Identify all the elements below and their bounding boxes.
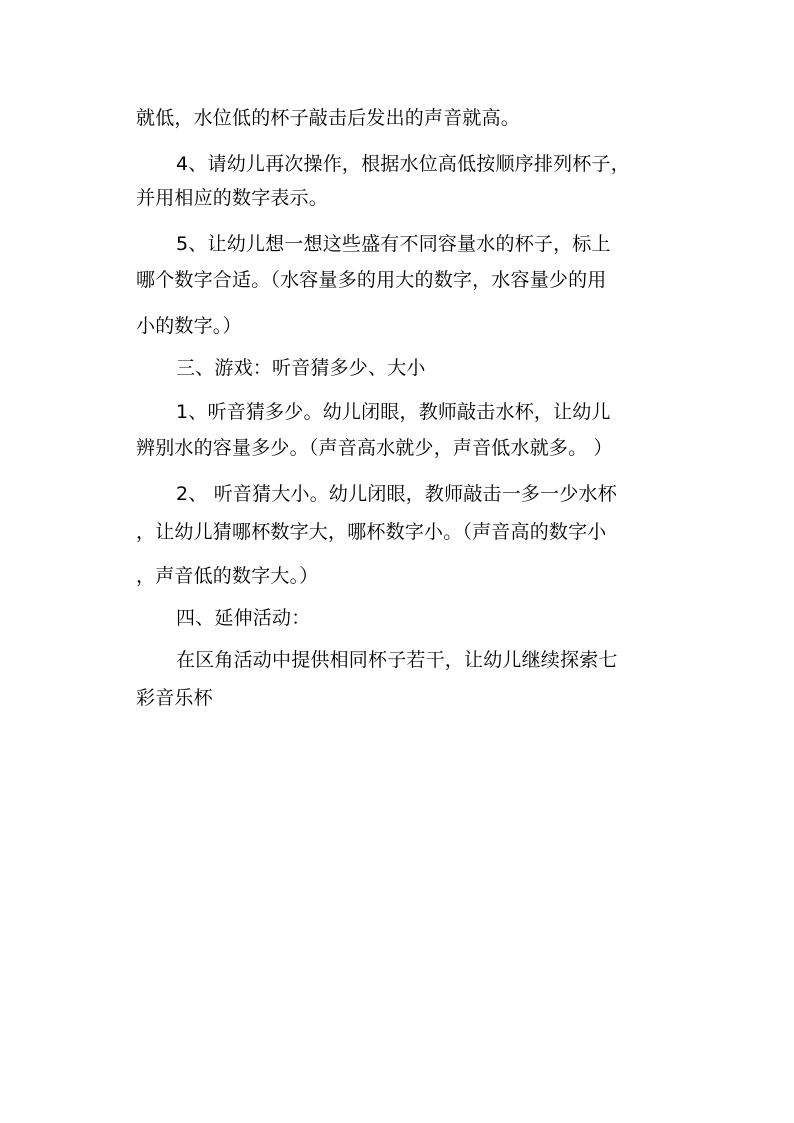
text-line: 彩音乐杯 xyxy=(136,687,213,709)
text-line: 5、让幼儿想一想这些盛有不同容量水的杯子，标上 xyxy=(176,233,611,255)
text-line: 4、请幼儿再次操作，根据水位高低按顺序排列杯子， xyxy=(176,153,630,175)
section-heading: 三、游戏：听音猜多少、大小 xyxy=(176,357,426,379)
text-line: 辨别水的容量多少。（声音高水就少，声音低水就多。 ） xyxy=(136,437,613,459)
text-line: 在区角活动中提供相同杯子若干，让幼儿继续探索七 xyxy=(176,649,618,671)
text-line: 1、听音猜多少。幼儿闭眼，教师敲击水杯，让幼儿 xyxy=(176,401,611,423)
text-line: ，声音低的数字大。） xyxy=(136,565,319,587)
text-line: 小的数字。） xyxy=(136,315,242,337)
section-heading: 四、延伸活动： xyxy=(176,607,311,629)
text-line: ，让幼儿猜哪杯数字大，哪杯数字小。（声音高的数字小 xyxy=(136,521,607,543)
text-line: 哪个数字合适。（水容量多的用大的数字，水容量少的用 xyxy=(136,269,607,291)
text-line: 2、 听音猜大小。幼儿闭眼，教师敲击一多一少水杯 xyxy=(176,483,617,505)
text-line: 就低，水位低的杯子敲击后发出的声音就高。 xyxy=(136,107,521,129)
text-line: 并用相应的数字表示。 xyxy=(136,187,329,209)
